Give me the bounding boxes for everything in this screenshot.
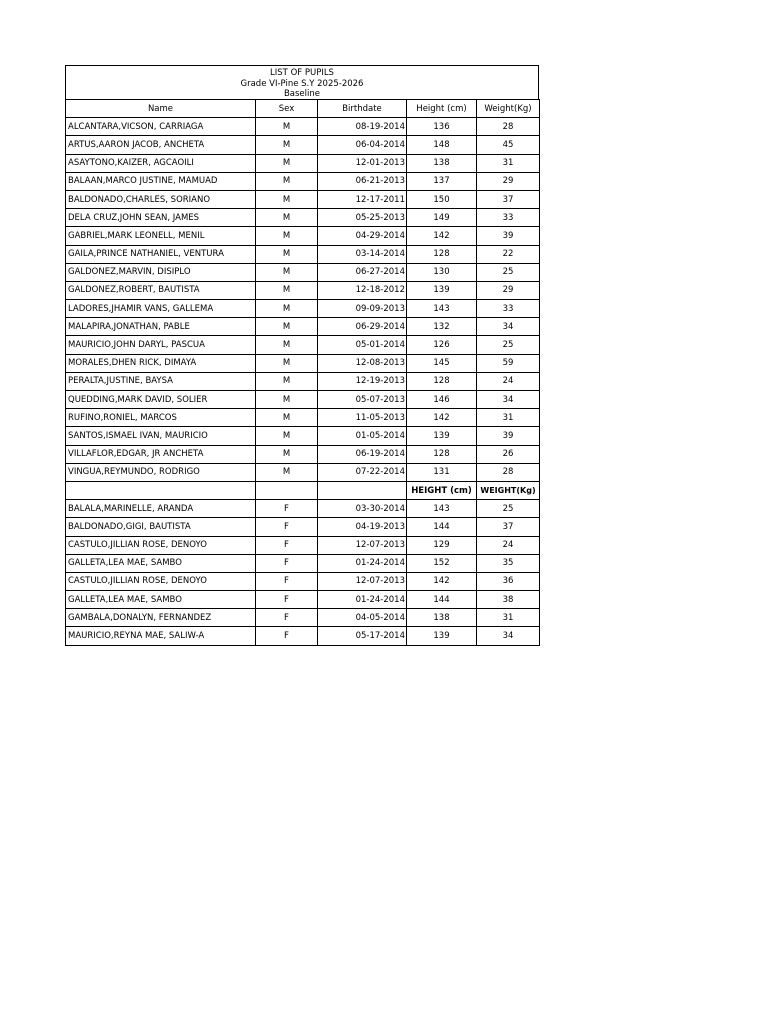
pupil-name-cell: ASAYTONO,KAIZER, AGCAOILI — [66, 154, 256, 172]
header-height: Height (cm) — [407, 100, 477, 118]
sex-cell: M — [256, 318, 318, 336]
birthdate-cell: 03-30-2014 — [318, 500, 407, 518]
sex-cell: M — [256, 136, 318, 154]
birthdate-cell: 06-27-2014 — [318, 263, 407, 281]
birthdate-cell: 05-25-2013 — [318, 209, 407, 227]
birthdate-cell: 05-01-2014 — [318, 336, 407, 354]
weight-cell: 34 — [477, 627, 540, 645]
weight-cell: 33 — [477, 209, 540, 227]
sex-cell: M — [256, 209, 318, 227]
baseline-title: Baseline — [283, 89, 321, 99]
height-cell: 131 — [407, 463, 477, 481]
weight-cell: 31 — [477, 409, 540, 427]
height-cell: 152 — [407, 554, 477, 572]
pupil-name-cell: GABRIEL,MARK LEONELL, MENIL — [66, 227, 256, 245]
header-weight: Weight(Kg) — [477, 100, 540, 118]
table-row — [66, 427, 540, 445]
female-header-height: HEIGHT (cm) — [407, 481, 477, 499]
table-row — [66, 627, 540, 645]
table-row — [66, 609, 540, 627]
sex-cell: F — [256, 518, 318, 536]
header-name: Name — [66, 100, 256, 118]
table-row — [66, 536, 540, 554]
height-cell: 146 — [407, 391, 477, 409]
weight-cell: 38 — [477, 591, 540, 609]
height-cell: 142 — [407, 227, 477, 245]
height-cell: 144 — [407, 591, 477, 609]
table-row — [66, 263, 540, 281]
weight-cell: 24 — [477, 372, 540, 390]
height-cell: 128 — [407, 445, 477, 463]
pupil-name-cell: BALDONADO,GIGI, BAUTISTA — [66, 518, 256, 536]
birthdate-cell: 01-05-2014 — [318, 427, 407, 445]
weight-cell: 28 — [477, 118, 540, 136]
header-row — [66, 100, 540, 118]
birthdate-cell: 06-19-2014 — [318, 445, 407, 463]
pupil-table — [65, 99, 540, 646]
height-cell: 138 — [407, 609, 477, 627]
height-cell: 137 — [407, 172, 477, 190]
table-row — [66, 300, 540, 318]
table-row — [66, 281, 540, 299]
pupil-name-cell: MAURICIO,JOHN DARYL, PASCUA — [66, 336, 256, 354]
list-title: LIST OF PUPILS — [270, 68, 334, 78]
sex-cell: F — [256, 591, 318, 609]
sex-cell: M — [256, 463, 318, 481]
sex-cell: F — [256, 536, 318, 554]
weight-cell: 34 — [477, 391, 540, 409]
table-row — [66, 336, 540, 354]
table-row — [66, 463, 540, 481]
female-header-weight: WEIGHT(Kg) — [477, 481, 540, 499]
pupil-name-cell: MALAPIRA,JONATHAN, PABLE — [66, 318, 256, 336]
height-cell: 139 — [407, 281, 477, 299]
pupil-name-cell: BALAAN,MARCO JUSTINE, MAMUAD — [66, 172, 256, 190]
birthdate-cell: 12-07-2013 — [318, 536, 407, 554]
subheader-blank-birthdate — [318, 481, 407, 499]
pupil-name-cell: CASTULO,JILLIAN ROSE, DENOYO — [66, 536, 256, 554]
birthdate-cell: 01-24-2014 — [318, 554, 407, 572]
birthdate-cell: 09-09-2013 — [318, 300, 407, 318]
pupil-name-cell: GALDONEZ,MARVIN, DISIPLO — [66, 263, 256, 281]
weight-cell: 31 — [477, 609, 540, 627]
height-cell: 128 — [407, 245, 477, 263]
sex-cell: M — [256, 154, 318, 172]
weight-cell: 29 — [477, 281, 540, 299]
sex-cell: M — [256, 372, 318, 390]
table-row — [66, 391, 540, 409]
table-row — [66, 591, 540, 609]
birthdate-cell: 03-14-2014 — [318, 245, 407, 263]
sex-cell: M — [256, 391, 318, 409]
pupil-name-cell: ALCANTARA,VICSON, CARRIAGA — [66, 118, 256, 136]
table-row — [66, 118, 540, 136]
sex-cell: M — [256, 245, 318, 263]
birthdate-cell: 05-07-2013 — [318, 391, 407, 409]
header-sex: Sex — [256, 100, 318, 118]
height-cell: 138 — [407, 154, 477, 172]
birthdate-cell: 04-19-2013 — [318, 518, 407, 536]
table-row — [66, 318, 540, 336]
table-row — [66, 354, 540, 372]
pupil-name-cell: MAURICIO,REYNA MAE, SALIW-A — [66, 627, 256, 645]
table-row — [66, 209, 540, 227]
pupil-list-sheet — [65, 65, 539, 646]
birthdate-cell: 05-17-2014 — [318, 627, 407, 645]
male-rows — [66, 118, 540, 482]
height-cell: 126 — [407, 336, 477, 354]
table-row — [66, 500, 540, 518]
female-rows — [66, 500, 540, 646]
pupil-name-cell: DELA CRUZ,JOHN SEAN, JAMES — [66, 209, 256, 227]
title-block — [65, 65, 539, 99]
sex-cell: M — [256, 300, 318, 318]
birthdate-cell: 08-19-2014 — [318, 118, 407, 136]
weight-cell: 26 — [477, 445, 540, 463]
weight-cell: 34 — [477, 318, 540, 336]
pupil-name-cell: PERALTA,JUSTINE, BAYSA — [66, 372, 256, 390]
pupil-name-cell: GAMBALA,DONALYN, FERNANDEZ — [66, 609, 256, 627]
weight-cell: 25 — [477, 336, 540, 354]
table-row — [66, 172, 540, 190]
female-subheader — [66, 481, 540, 499]
height-cell: 132 — [407, 318, 477, 336]
birthdate-cell: 12-01-2013 — [318, 154, 407, 172]
sex-cell: F — [256, 609, 318, 627]
height-cell: 142 — [407, 572, 477, 590]
table-row — [66, 518, 540, 536]
height-cell: 139 — [407, 427, 477, 445]
grade-section-title: Grade VI-Pine S.Y 2025-2026 — [240, 78, 364, 89]
sex-cell: M — [256, 190, 318, 208]
sex-cell: F — [256, 500, 318, 518]
pupil-name-cell: RUFINO,RONIEL, MARCOS — [66, 409, 256, 427]
birthdate-cell: 06-29-2014 — [318, 318, 407, 336]
weight-cell: 31 — [477, 154, 540, 172]
female-header-row — [66, 481, 540, 499]
sex-cell: M — [256, 172, 318, 190]
height-cell: 129 — [407, 536, 477, 554]
weight-cell: 39 — [477, 227, 540, 245]
pupil-name-cell: VINGUA,REYMUNDO, RODRIGO — [66, 463, 256, 481]
birthdate-cell: 01-24-2014 — [318, 591, 407, 609]
weight-cell: 59 — [477, 354, 540, 372]
weight-cell: 35 — [477, 554, 540, 572]
table-row — [66, 409, 540, 427]
birthdate-cell: 12-08-2013 — [318, 354, 407, 372]
weight-cell: 29 — [477, 172, 540, 190]
pupil-name-cell: CASTULO,JILLIAN ROSE, DENOYO — [66, 572, 256, 590]
weight-cell: 22 — [477, 245, 540, 263]
sex-cell: M — [256, 445, 318, 463]
weight-cell: 33 — [477, 300, 540, 318]
birthdate-cell: 12-19-2013 — [318, 372, 407, 390]
height-cell: 143 — [407, 300, 477, 318]
subheader-blank-name — [66, 481, 256, 499]
height-cell: 143 — [407, 500, 477, 518]
pupil-name-cell: BALALA,MARINELLE, ARANDA — [66, 500, 256, 518]
weight-cell: 39 — [477, 427, 540, 445]
pupil-name-cell: GALLETA,LEA MAE, SAMBO — [66, 554, 256, 572]
table-row — [66, 136, 540, 154]
pupil-name-cell: MORALES,DHEN RICK, DIMAYA — [66, 354, 256, 372]
pupil-name-cell: BALDONADO,CHARLES, SORIANO — [66, 190, 256, 208]
sex-cell: M — [256, 409, 318, 427]
height-cell: 142 — [407, 409, 477, 427]
height-cell: 144 — [407, 518, 477, 536]
table-row — [66, 227, 540, 245]
birthdate-cell: 06-21-2013 — [318, 172, 407, 190]
pupil-name-cell: LADORES,JHAMIR VANS, GALLEMA — [66, 300, 256, 318]
weight-cell: 37 — [477, 190, 540, 208]
height-cell: 148 — [407, 136, 477, 154]
height-cell: 130 — [407, 263, 477, 281]
weight-cell: 37 — [477, 518, 540, 536]
table-row — [66, 445, 540, 463]
subheader-blank-sex — [256, 481, 318, 499]
pupil-name-cell: VILLAFLOR,EDGAR, JR ANCHETA — [66, 445, 256, 463]
weight-cell: 36 — [477, 572, 540, 590]
sex-cell: M — [256, 354, 318, 372]
weight-cell: 24 — [477, 536, 540, 554]
table-row — [66, 190, 540, 208]
birthdate-cell: 04-05-2014 — [318, 609, 407, 627]
birthdate-cell: 07-22-2014 — [318, 463, 407, 481]
height-cell: 136 — [407, 118, 477, 136]
sex-cell: M — [256, 118, 318, 136]
birthdate-cell: 04-29-2014 — [318, 227, 407, 245]
weight-cell: 45 — [477, 136, 540, 154]
sex-cell: M — [256, 227, 318, 245]
height-cell: 145 — [407, 354, 477, 372]
height-cell: 150 — [407, 190, 477, 208]
header-birthdate: Birthdate — [318, 100, 407, 118]
table-row — [66, 554, 540, 572]
pupil-name-cell: GALLETA,LEA MAE, SAMBO — [66, 591, 256, 609]
sex-cell: M — [256, 281, 318, 299]
pupil-name-cell: ARTUS,AARON JACOB, ANCHETA — [66, 136, 256, 154]
birthdate-cell: 12-17-2011 — [318, 190, 407, 208]
pupil-name-cell: SANTOS,ISMAEL IVAN, MAURICIO — [66, 427, 256, 445]
sex-cell: F — [256, 554, 318, 572]
sex-cell: F — [256, 572, 318, 590]
pupil-name-cell: GAILA,PRINCE NATHANIEL, VENTURA — [66, 245, 256, 263]
birthdate-cell: 11-05-2013 — [318, 409, 407, 427]
weight-cell: 28 — [477, 463, 540, 481]
height-cell: 139 — [407, 627, 477, 645]
table-row — [66, 572, 540, 590]
height-cell: 149 — [407, 209, 477, 227]
table-row — [66, 372, 540, 390]
sex-cell: M — [256, 336, 318, 354]
sex-cell: M — [256, 263, 318, 281]
birthdate-cell: 12-18-2012 — [318, 281, 407, 299]
table-row — [66, 245, 540, 263]
sex-cell: M — [256, 427, 318, 445]
height-cell: 128 — [407, 372, 477, 390]
table-row — [66, 154, 540, 172]
pupil-name-cell: QUEDDING,MARK DAVID, SOLIER — [66, 391, 256, 409]
weight-cell: 25 — [477, 500, 540, 518]
weight-cell: 25 — [477, 263, 540, 281]
birthdate-cell: 12-07-2013 — [318, 572, 407, 590]
birthdate-cell: 06-04-2014 — [318, 136, 407, 154]
pupil-name-cell: GALDONEZ,ROBERT, BAUTISTA — [66, 281, 256, 299]
sex-cell: F — [256, 627, 318, 645]
